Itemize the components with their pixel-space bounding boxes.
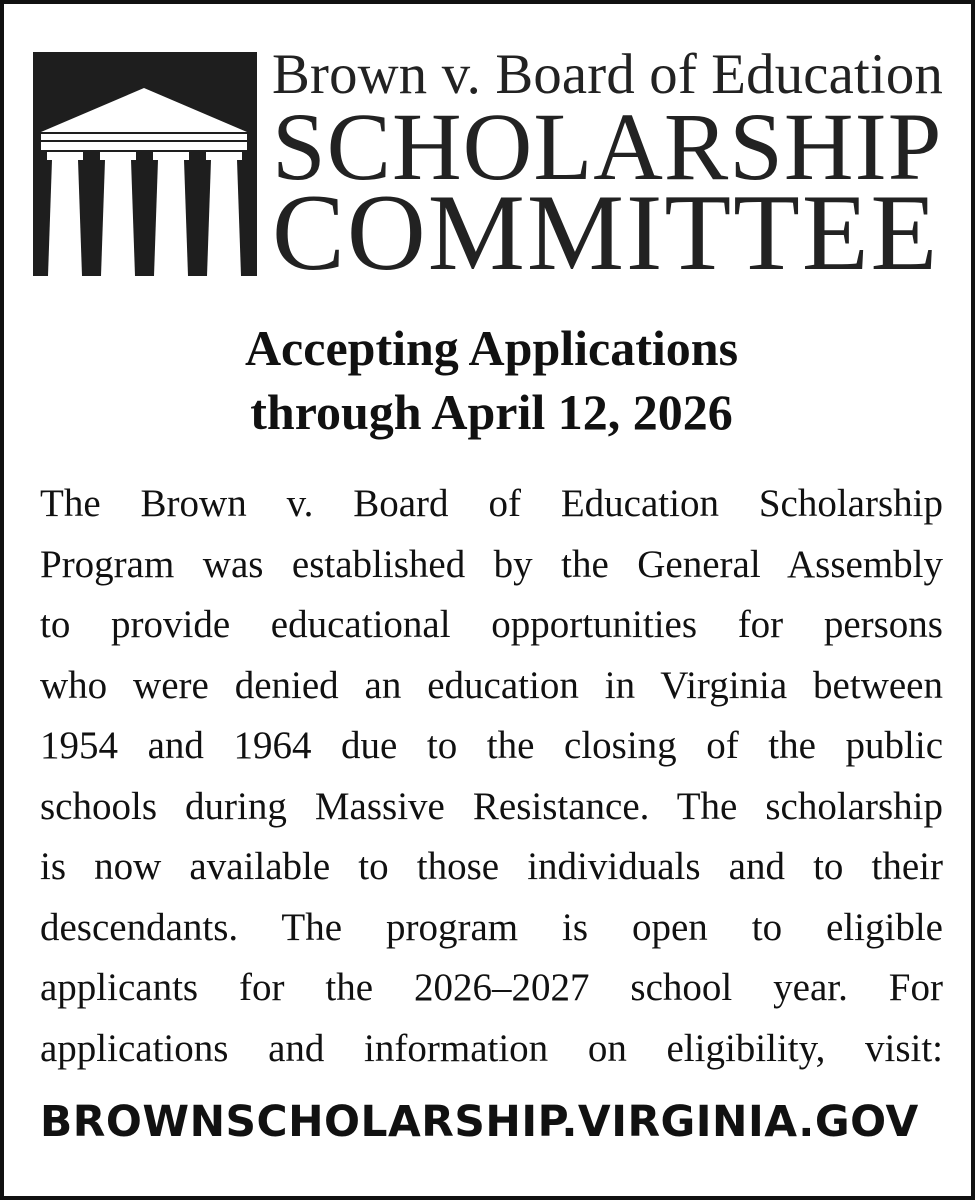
body-paragraph (40, 474, 943, 1079)
body-line: schools during Massive Resistance. The scholarship (40, 784, 943, 828)
body-line: Program was established by the General Assembly (40, 542, 943, 586)
body-line: 1954 and 1964 due to the closing of the public (40, 724, 943, 767)
body-line: descendants. The program is open to eligible (40, 905, 943, 949)
headline-line-1: Accepting Applications (244, 320, 739, 376)
body-line: is now available to those individuals and to their (40, 845, 943, 888)
columned-building-icon (33, 52, 257, 276)
body-line: to provide educational opportunities for persons (40, 603, 943, 646)
body-line: applicants for the 2026–2027 school year. For (40, 966, 943, 1009)
body-line: The Brown v. Board of Education Scholarship (40, 482, 943, 525)
logo-subtitle: Brown v. Board of Education (272, 43, 943, 106)
body-line: applications and information on eligibility, visit: (40, 1026, 943, 1070)
website-link[interactable]: BROWNSCHOLARSHIP.VIRGINIA.GOV (40, 1097, 919, 1146)
headline (4, 316, 975, 444)
logo-wordmark (272, 43, 952, 293)
body-line: who were denied an education in Virginia between (40, 663, 943, 707)
logo-title-scholarship: SCHOLARSHIP (272, 93, 943, 200)
headline-line-2: through April 12, 2026 (250, 384, 733, 440)
logo-title-committee: COMMITTEE (272, 172, 940, 293)
